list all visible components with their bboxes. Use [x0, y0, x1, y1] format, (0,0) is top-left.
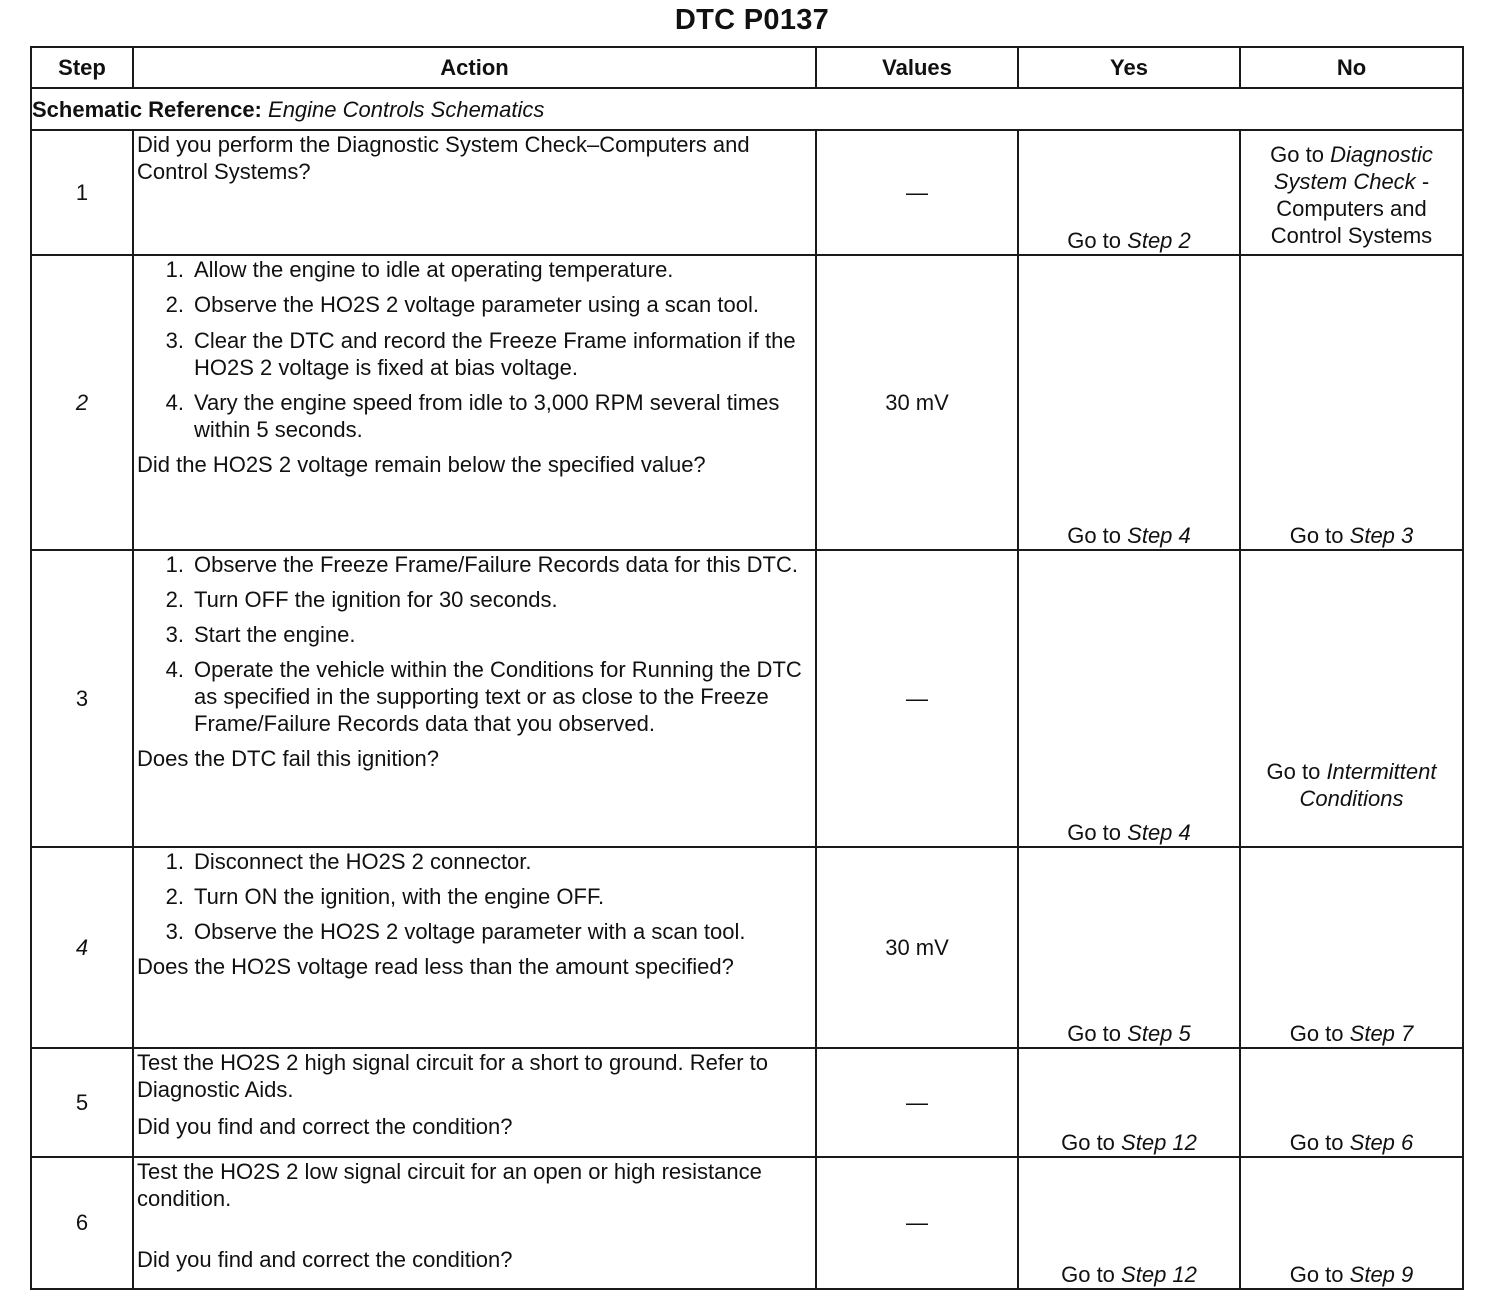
goto-step-link[interactable]: Step 12	[1121, 1261, 1197, 1287]
header-yes: Yes	[1018, 47, 1240, 88]
value-cell: —	[816, 550, 1018, 847]
table-row-step-3	[31, 550, 1463, 847]
action-cell	[133, 1048, 816, 1156]
spacer	[134, 1212, 815, 1246]
schematic-label: Schematic Reference:	[32, 96, 262, 122]
action-cell	[133, 1157, 816, 1289]
goto-step-link[interactable]: Step 4	[1127, 819, 1191, 845]
goto-prefix: Go to	[1067, 819, 1122, 845]
goto-prefix: Go to	[1067, 228, 1122, 254]
action-text: Test the HO2S 2 high signal circuit for a short to ground. Refer to Diagnostic Aids.	[137, 1050, 768, 1103]
goto-step-link[interactable]: Step 12	[1121, 1129, 1197, 1155]
page-title: DTC P0137	[674, 4, 830, 36]
yes-cell	[1018, 1048, 1240, 1156]
goto-step-link[interactable]: Step 7	[1349, 1021, 1414, 1047]
action-question: Did the HO2S 2 voltage remain below the specified value?	[137, 451, 706, 477]
goto-prefix: Go to	[1289, 523, 1344, 549]
action-question: Did you find and correct the condition?	[137, 1114, 513, 1140]
step-number: 4	[31, 847, 133, 1049]
no-cell	[1240, 130, 1463, 255]
action-text: Did you perform the Diagnostic System Check–Computers and Control Systems?	[137, 132, 750, 185]
action-text: Test the HO2S 2 low signal circuit for an open or high resistance condition.	[137, 1158, 762, 1211]
no-cell	[1240, 1048, 1463, 1156]
action-question: Did you find and correct the condition?	[137, 1246, 513, 1272]
list-item: 3. Observe the HO2S 2 voltage parameter with a scan tool.	[165, 918, 746, 944]
header-action: Action	[133, 47, 816, 88]
goto-step-link[interactable]: Step 9	[1349, 1261, 1414, 1287]
value-cell: 30 mV	[816, 255, 1018, 550]
list-item: 1. Disconnect the HO2S 2 connector.	[165, 848, 532, 874]
goto-step-link[interactable]: Step 4	[1127, 523, 1191, 549]
yes-cell	[1018, 550, 1240, 847]
table-row-step-4	[31, 847, 1463, 1049]
action-cell	[133, 550, 816, 847]
list-item: 2. Observe the HO2S 2 voltage parameter using a scan tool.	[165, 292, 759, 318]
goto-prefix: Go to	[1067, 523, 1122, 549]
goto-prefix: Go to	[1289, 1021, 1344, 1047]
action-cell	[133, 130, 816, 255]
yes-cell	[1018, 1157, 1240, 1289]
action-question: Does the HO2S voltage read less than the amount specified?	[137, 954, 734, 980]
no-cell	[1240, 1157, 1463, 1289]
action-cell	[133, 847, 816, 1049]
schematic-value: Engine Controls Schematics	[268, 96, 545, 122]
goto-prefix: Go to	[1270, 142, 1324, 168]
list-item: 3. Start the engine.	[165, 622, 356, 648]
value-cell: —	[816, 1157, 1018, 1289]
goto-prefix: Go to	[1289, 1261, 1344, 1287]
goto-diagnostic-system-check-link[interactable]: Diagnostic System Check	[1273, 142, 1433, 195]
schematic-row	[31, 88, 1463, 130]
goto-step-link[interactable]: Step 3	[1349, 523, 1414, 549]
value-cell: —	[816, 1048, 1018, 1156]
step-number: 2	[31, 255, 133, 550]
table-row-step-1	[31, 130, 1463, 255]
goto-prefix: Go to	[1067, 1021, 1122, 1047]
goto-step-link[interactable]: Step 5	[1127, 1021, 1191, 1047]
header-step: Step	[31, 47, 133, 88]
value-cell: 30 mV	[816, 847, 1018, 1049]
goto-prefix: Go to	[1061, 1261, 1115, 1287]
yes-cell	[1018, 847, 1240, 1049]
action-steps-list	[134, 551, 815, 737]
yes-cell	[1018, 255, 1240, 550]
header-values: Values	[816, 47, 1018, 88]
goto-intermittent-conditions-link[interactable]: Intermittent Conditions	[1299, 758, 1437, 811]
table-row-step-5	[31, 1048, 1463, 1156]
header-no: No	[1240, 47, 1463, 88]
no-cell	[1240, 847, 1463, 1049]
action-question: Does the DTC fail this ignition?	[137, 746, 440, 772]
diagnostic-table	[30, 46, 1464, 1290]
goto-prefix: Go to	[1289, 1129, 1344, 1155]
action-cell	[133, 255, 816, 550]
list-item: 4. Operate the vehicle within the Conditions for Running the DTC as specified in the supporting text or as close to the Freeze Frame/Failure Records data that you observed.	[165, 657, 802, 737]
action-steps-list	[134, 256, 815, 442]
goto-step-link[interactable]: Step 2	[1127, 228, 1191, 254]
list-item: 4. Vary the engine speed from idle to 3,000 RPM several times within 5 seconds.	[165, 389, 780, 442]
list-item: 2. Turn OFF the ignition for 30 seconds.	[165, 587, 558, 613]
header-row	[31, 47, 1463, 88]
goto-step-link[interactable]: Step 6	[1349, 1129, 1414, 1155]
yes-cell	[1018, 130, 1240, 255]
no-cell	[1240, 550, 1463, 847]
value-cell: —	[816, 130, 1018, 255]
goto-prefix: Go to	[1061, 1129, 1115, 1155]
schematic-reference	[31, 88, 1463, 130]
list-item: 1. Allow the engine to idle at operating temperature.	[165, 257, 674, 283]
list-item: 3. Clear the DTC and record the Freeze Frame information if the HO2S 2 voltage is fixed at bias voltage.	[165, 327, 796, 380]
list-item: 2. Turn ON the ignition, with the engine OFF.	[165, 883, 605, 909]
action-steps-list	[134, 848, 815, 945]
step-number: 5	[31, 1048, 133, 1156]
step-number: 6	[31, 1157, 133, 1289]
goto-suffix: - Computers and Control Systems	[1270, 169, 1433, 249]
step-number: 3	[31, 550, 133, 847]
table-row-step-2	[31, 255, 1463, 550]
no-cell	[1240, 255, 1463, 550]
table-row-step-6	[31, 1157, 1463, 1289]
step-number: 1	[31, 130, 133, 255]
list-item: 1. Observe the Freeze Frame/Failure Records data for this DTC.	[165, 552, 798, 578]
goto-prefix: Go to	[1266, 758, 1321, 784]
